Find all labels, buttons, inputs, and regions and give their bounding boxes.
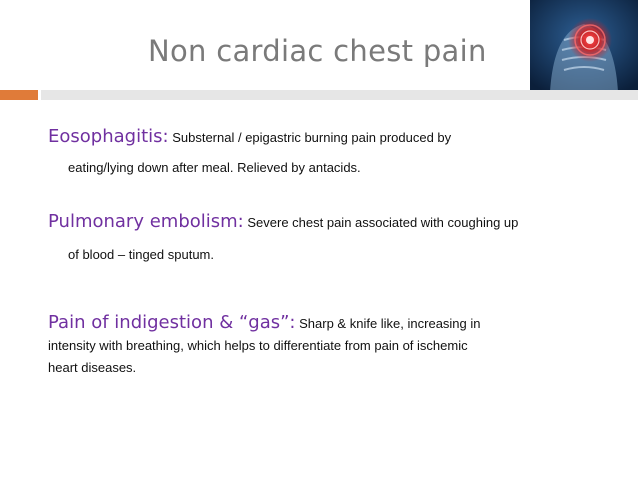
list-item <box>48 312 608 379</box>
list-item <box>48 206 608 271</box>
item-heading: Eosophagitis: <box>48 126 169 147</box>
item-text: Severe chest pain associated with coughing up <box>247 215 519 230</box>
item-heading: Pulmonary embolism: <box>48 211 244 232</box>
item-text-continued: of blood – tinged sputum. <box>68 247 214 262</box>
chest-pain-anatomy-illustration <box>530 0 638 92</box>
item-text: Substernal / epigastric burning pain produced by <box>172 130 452 145</box>
list-item <box>48 122 608 183</box>
title-rule-band <box>41 90 638 100</box>
item-text: Sharp & knife like, increasing in <box>299 316 481 331</box>
title-rule-accent <box>0 90 38 100</box>
slide-title: Non cardiac chest pain <box>148 34 487 68</box>
item-text-continued: intensity with breathing, which helps to differentiate from pain of ischemic <box>48 338 468 353</box>
item-heading: Pain of indigestion & “gas”: <box>48 312 296 333</box>
torso-graphic <box>530 0 638 92</box>
item-text-continued: eating/lying down after meal. Relieved by antacids. <box>68 160 361 175</box>
item-text-continued: heart diseases. <box>48 360 137 375</box>
